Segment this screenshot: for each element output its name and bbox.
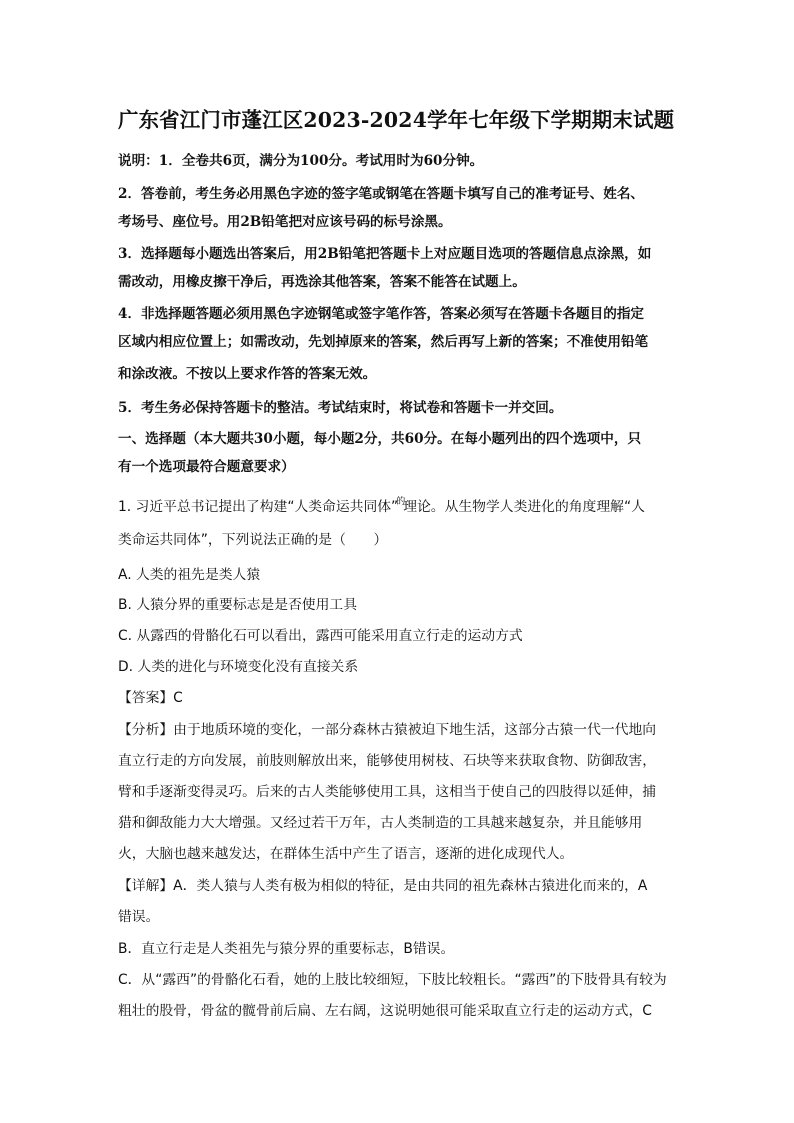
superscript-char: 的: [396, 497, 406, 507]
question-stem: [118, 494, 645, 515]
question-stem: 类命运共同体”，下列说法正确的是（ ）: [118, 532, 388, 548]
instruction-line: 4．非选择题答题必须用黑色字迹钢笔或签字笔作答，答案必须写在答题卡各题目的指定: [118, 306, 645, 322]
analysis-line: 猎和御敌能力大大增强。又经过若干万年，古人类制造的工具越来越复杂，并且能够用: [118, 815, 643, 831]
detail-line: B．直立行走是人类祖先与猿分界的重要标志，B错误。: [118, 941, 455, 957]
instruction-line: 3．选择题每小题选出答案后，用2B铅笔把答题卡上对应题目选项的答题信息点涂黑，如: [118, 246, 652, 262]
analysis-line: 火，大脑也越来越发达，在群体生活中产生了语言，逐渐的进化成现代人。: [118, 846, 574, 862]
instruction-line: 说明：1．全卷共6页，满分为100分。考试用时为60分钟。: [118, 153, 484, 169]
instruction-line: 5．考生务必保持答题卡的整洁。考试结束时，将试卷和答题卡一并交回。: [118, 400, 563, 416]
analysis-line: 直立行走的方向发展，前肢则解放出来，能够使用树枝、石块等来获取食物、防御敌害，: [118, 753, 657, 769]
option-d: D. 人类的进化与环境变化没有直接关系: [118, 659, 359, 675]
option-c: C. 从露西的骨骼化石可以看出，露西可能采用直立行走的运动方式: [118, 628, 523, 644]
question-stem-text: 理论。从生物学人类进化的角度理解“人: [403, 499, 645, 515]
analysis-line: 臂和手逐渐变得灵巧。后来的古人类能够使用工具，这相当于使自己的四肢得以延伸，捕: [118, 784, 657, 800]
option-b: B. 人猿分界的重要标志是是否使用工具: [118, 597, 357, 613]
instruction-line: 区域内相应位置上；如需改动，先划掉原来的答案，然后再写上新的答案；不准使用铅笔: [118, 334, 649, 350]
page-title: 广东省江门市蓬江区2023-2024学年七年级下学期期末试题: [118, 108, 675, 132]
instruction-line: 需改动，用橡皮擦干净后，再选涂其他答案，答案不能答在试题上。: [118, 274, 526, 290]
question-stem-text: 1. 习近平总书记提出了构建“人类命运共同体”: [118, 499, 399, 515]
detail-line: 【详解】A．类人猿与人类有极为相似的特征，是由共同的祖先森林古猿进化而来的，A: [118, 878, 648, 894]
option-a: A. 人类的祖先是类人猿: [118, 567, 261, 583]
instruction-line: 考场号、座位号。用2B铅笔把对应该号码的标号涂黑。: [118, 214, 452, 230]
detail-line: C．从“露西”的骨骼化石看，她的上肢比较细短，下肢比较粗长。“露西”的下肢骨具有较为: [118, 972, 667, 988]
instruction-line: 和涂改液。不按以上要求作答的答案无效。: [118, 366, 377, 382]
detail-line: 错误。: [118, 909, 160, 925]
section-heading: 有一个选项最符合题意要求）: [118, 459, 295, 475]
detail-line: 粗壮的股骨，骨盆的髋骨前后扁、左右阔，这说明她很可能采取直立行走的运动方式，C: [118, 1003, 652, 1019]
analysis-line: 【分析】由于地质环境的变化，一部分森林古猿被迫下地生活，这部分古猿一代一代地向: [118, 722, 657, 738]
answer-line: 【答案】C: [118, 690, 183, 706]
instruction-line: 2．答卷前，考生务必用黑色字迹的签字笔或钢笔在答题卡填写自己的准考证号、姓名、: [118, 186, 645, 202]
section-heading: 一、选择题（本大题共30小题，每小题2分，共60分。在每小题列出的四个选项中，只: [118, 431, 642, 447]
